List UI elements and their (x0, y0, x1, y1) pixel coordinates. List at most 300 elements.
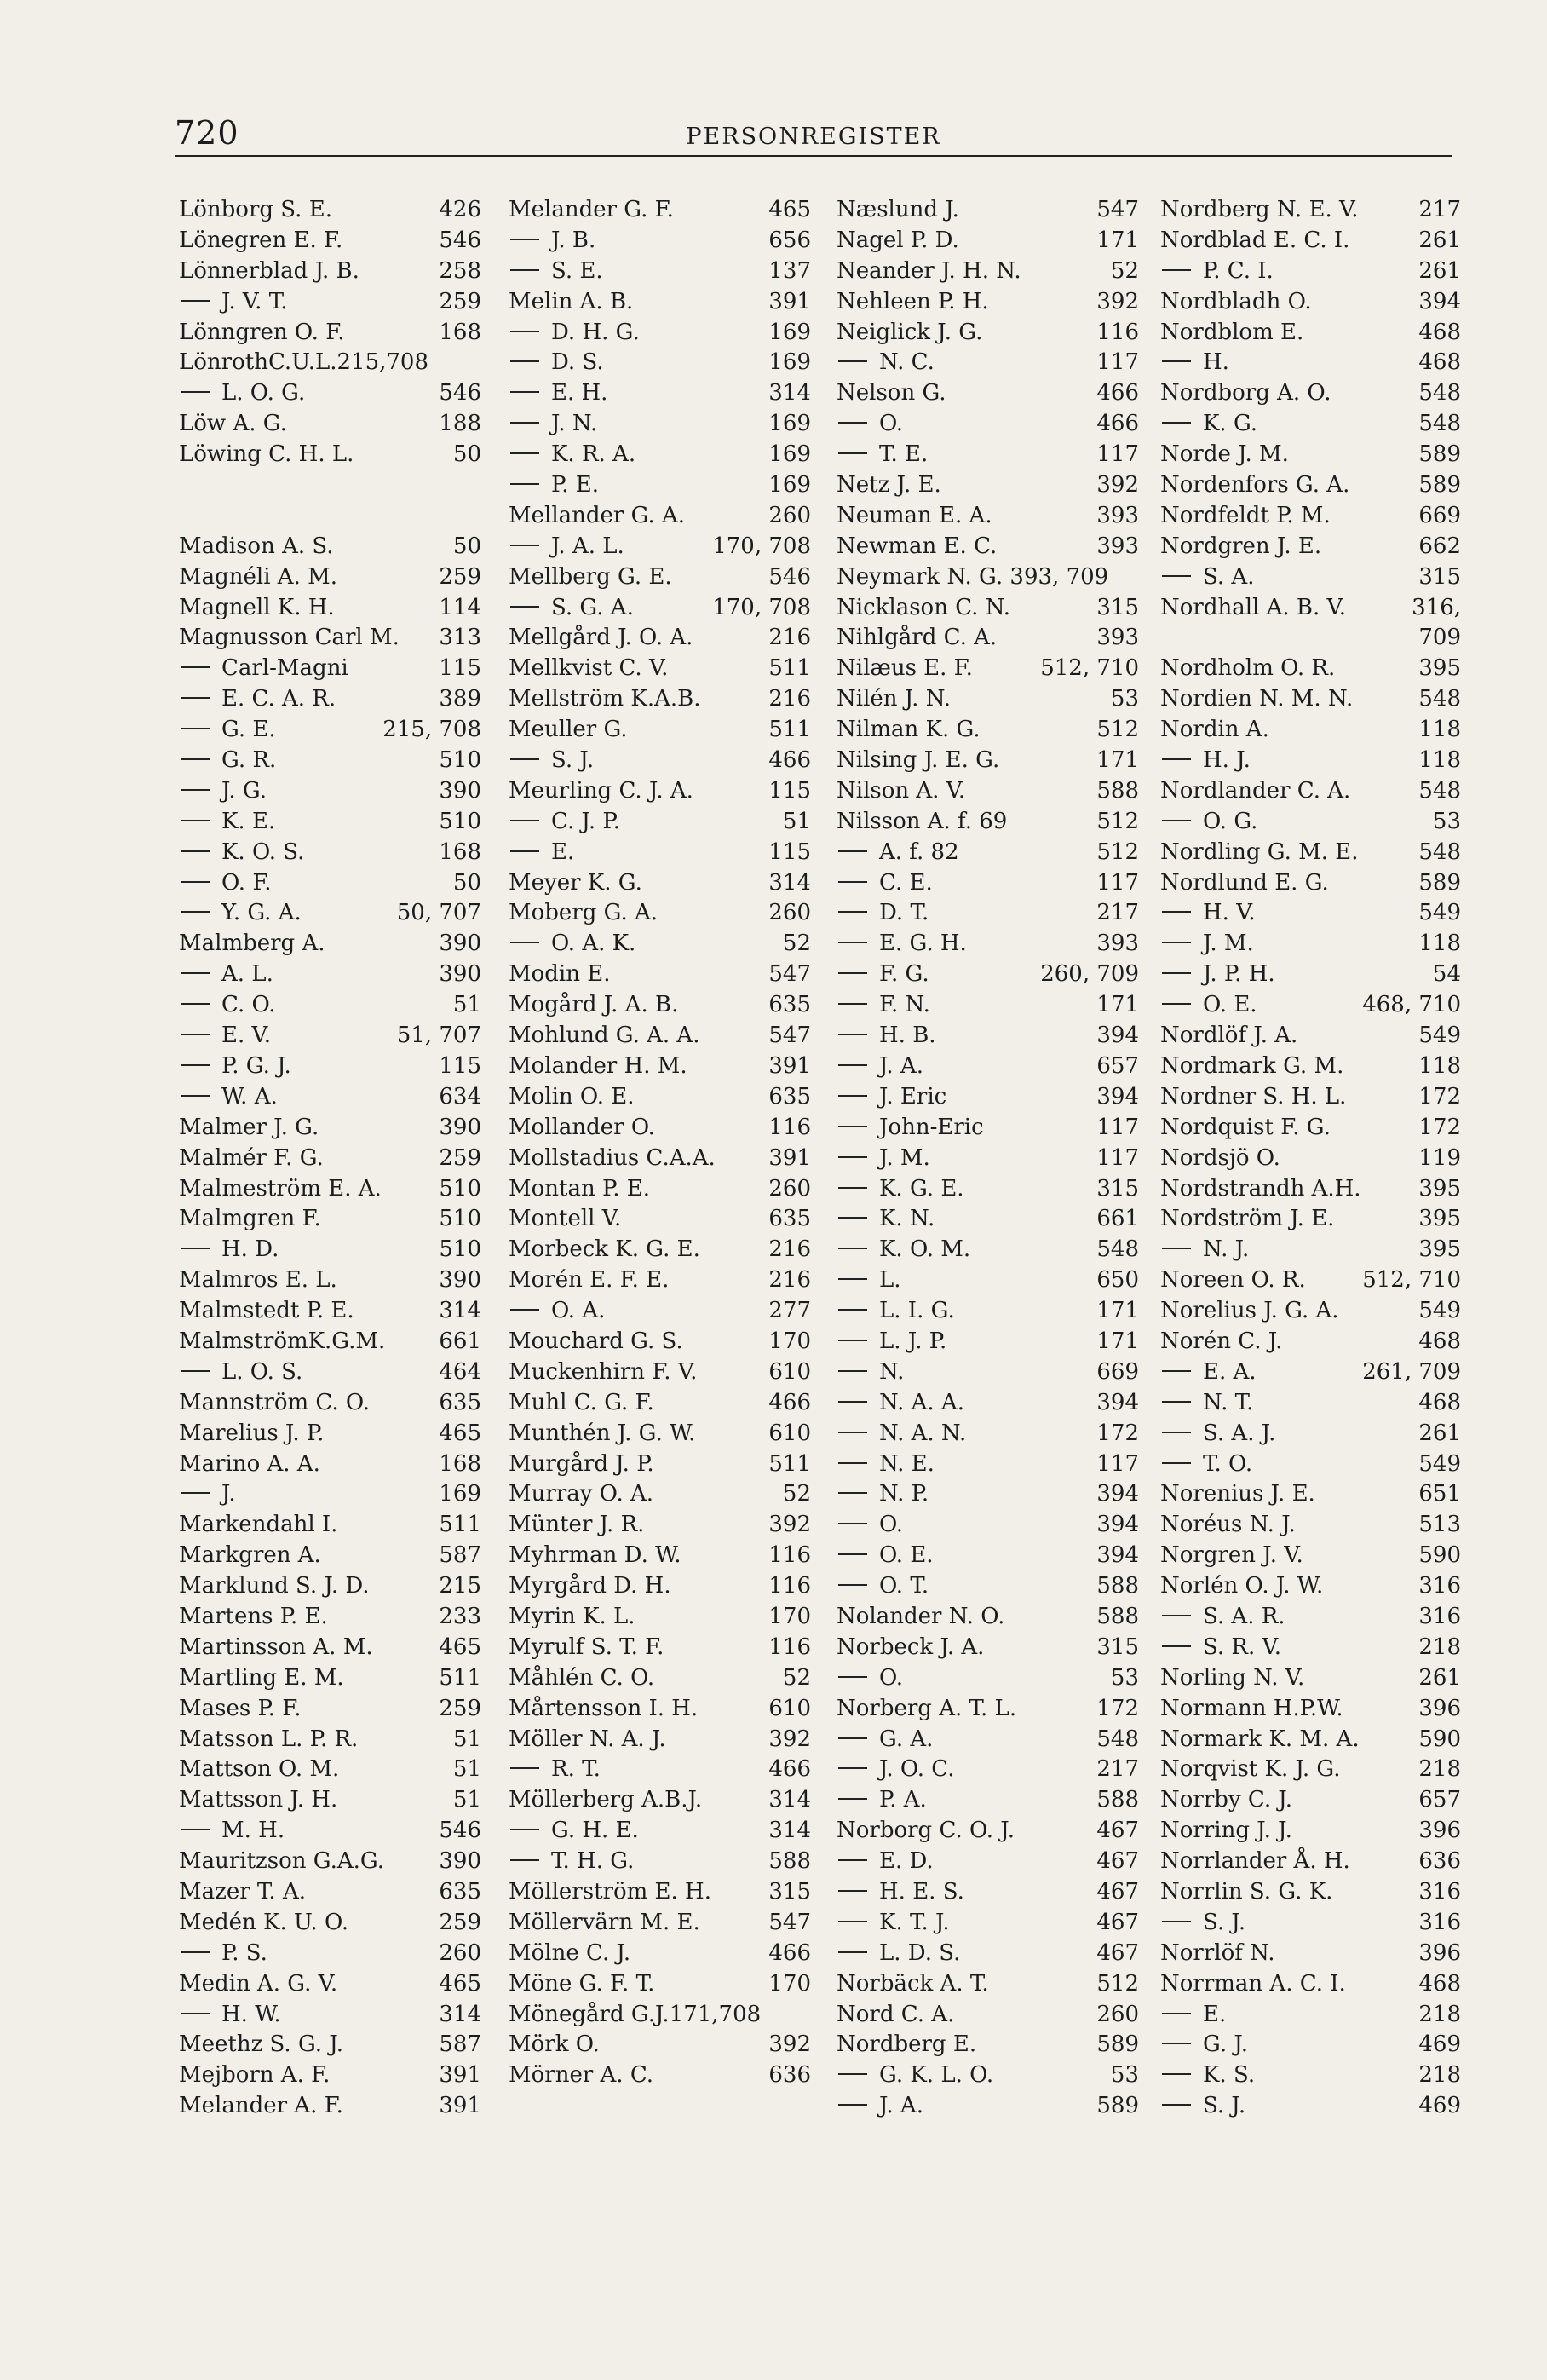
entry-name-text: K. O. S. (221, 838, 305, 865)
entry-name (509, 1327, 683, 1357)
entry-page-ref: 315 (1096, 1634, 1139, 1660)
entry-name-text: Mellgård J. O. A. (509, 625, 693, 651)
entry-name-text: J. B. (551, 227, 596, 253)
index-entry (179, 929, 481, 959)
index-entry (179, 1725, 481, 1755)
repeat-surname-dash (181, 881, 210, 883)
entry-name-text: Markgren A. (179, 1542, 321, 1569)
entry-page-ref: 588 (768, 1848, 811, 1875)
entry-name (509, 1785, 702, 1816)
index-entry (1160, 1571, 1461, 1602)
index-entry (509, 1510, 811, 1541)
index-entry (837, 2060, 1139, 2091)
entry-name (179, 1265, 337, 1296)
entry-name-text: J. Eric (879, 1083, 947, 1109)
entry-name-text: G. A. (879, 1726, 934, 1752)
index-entry (179, 1388, 481, 1419)
index-entry (837, 287, 1139, 318)
entry-name (837, 470, 941, 501)
entry-name-text: J. M. (1203, 931, 1254, 957)
entry-page-ref: 467 (1096, 1909, 1139, 1935)
entry-name-text: Mörk O. (509, 2031, 600, 2058)
repeat-surname-dash (1162, 1645, 1191, 1647)
index-entry (837, 1082, 1139, 1113)
index-entry (837, 501, 1139, 532)
index-entry (179, 470, 481, 501)
entry-name-text: Mohlund G. A. A. (509, 1023, 700, 1049)
index-entry (179, 898, 481, 929)
entry-name (1160, 470, 1349, 501)
entry-page-ref: 546 (768, 563, 811, 590)
entry-name-text: Carl-Magni (221, 655, 348, 682)
entry-name-text: H. W. (221, 2001, 281, 2027)
index-entry (1160, 1357, 1461, 1388)
repeat-surname-dash (1162, 1615, 1191, 1616)
entry-page-ref: 259 (439, 1695, 481, 1721)
entry-page-ref: 115 (439, 655, 481, 682)
entry-page-ref: 661 (439, 1328, 481, 1354)
entry-page-ref: 588 (1096, 1573, 1139, 1599)
entry-name-text: Murgård J. P. (509, 1450, 654, 1477)
index-entry (509, 684, 811, 715)
entry-name (179, 868, 272, 899)
entry-name-text: Mauritzson G.A.G. (179, 1848, 385, 1875)
entry-page-ref: 467 (1096, 1818, 1139, 1844)
index-entry (1160, 715, 1461, 746)
entry-name (837, 1908, 950, 1939)
entry-name (179, 1510, 337, 1541)
entry-name (837, 898, 929, 929)
entry-name-text: Martens P. E. (179, 1603, 328, 1629)
entry-name (1160, 1144, 1280, 1174)
entry-name-text: Nagel P. D. (837, 227, 959, 253)
entry-page-ref: 511 (439, 1664, 481, 1691)
entry-page-ref: 396 (1418, 1695, 1461, 1721)
entry-page-ref: 466 (768, 747, 811, 774)
entry-name (179, 348, 428, 378)
entry-name-text: G. J. (1203, 2031, 1249, 2058)
index-entry (509, 838, 811, 868)
index-entry (1160, 1479, 1461, 1510)
repeat-surname-dash (510, 331, 539, 332)
index-entry (1160, 256, 1461, 287)
repeat-surname-dash (1162, 269, 1191, 271)
entry-name (837, 562, 1108, 593)
repeat-surname-dash (838, 1095, 867, 1097)
entry-name-text: Mårtensson I. H. (509, 1695, 699, 1721)
entry-name (1160, 1694, 1343, 1725)
entry-name (179, 959, 273, 990)
entry-page-ref: 469 (1418, 2093, 1461, 2119)
entry-name (837, 838, 959, 868)
entry-name-text: Norrman A. C. I. (1160, 1970, 1346, 1997)
entry-name (1160, 2060, 1255, 2091)
index-entry (837, 654, 1139, 684)
entry-name-text: Nordblom E. (1160, 319, 1304, 345)
entry-name (509, 409, 597, 440)
index-entry (509, 1571, 811, 1602)
index-entry (1160, 1510, 1461, 1541)
entry-name-text: N. E. (879, 1450, 935, 1477)
entry-name-text: Melander A. F. (179, 2093, 343, 2119)
entry-page-ref: 392 (768, 1726, 811, 1752)
entry-name-text: O. T. (879, 1573, 929, 1599)
entry-page-ref: 259 (439, 288, 481, 314)
entry-name-text: Möllervärn M. E. (509, 1909, 700, 1935)
index-entry (1160, 807, 1461, 838)
entry-page-ref: 395 (1418, 1236, 1461, 1263)
entry-name (179, 1785, 337, 1816)
entry-name (179, 1633, 373, 1663)
entry-name (509, 470, 599, 501)
repeat-surname-dash (838, 1859, 867, 1861)
entry-name-text: Neiglick J. G. (837, 319, 983, 345)
entry-name-text: Modin E. (509, 961, 611, 988)
entry-name-text: Melander G. F. (509, 197, 674, 222)
entry-name (1160, 1296, 1339, 1327)
entry-page-ref: 117 (1096, 1114, 1139, 1140)
index-entry (179, 1602, 481, 1633)
entry-name (509, 746, 594, 776)
repeat-surname-dash (1162, 1003, 1191, 1005)
index-entry (179, 959, 481, 990)
entry-name-text: Norring J. J. (1160, 1818, 1292, 1844)
repeat-surname-dash (510, 269, 539, 271)
index-entry (179, 776, 481, 807)
repeat-surname-dash (1162, 911, 1191, 913)
entry-name-text: M. H. (221, 1818, 285, 1844)
repeat-surname-dash (1162, 360, 1191, 362)
entry-name (837, 501, 992, 532)
index-column-1 (179, 195, 481, 2122)
entry-name-text: Norrlin S. G. K. (1160, 1878, 1333, 1905)
entry-name (509, 440, 635, 470)
index-entry (179, 318, 481, 349)
entry-name (837, 1327, 946, 1357)
entry-name (1160, 1449, 1252, 1480)
repeat-surname-dash (181, 1829, 210, 1830)
entry-name-text: N. J. (1203, 1236, 1250, 1263)
index-entry (179, 1449, 481, 1480)
entry-page-ref: 171 (1096, 1328, 1139, 1354)
entry-name-text: Marino A. A. (179, 1450, 320, 1477)
entry-name (509, 226, 595, 256)
entry-name (837, 1510, 903, 1541)
entry-page-ref: 260 (768, 900, 811, 926)
repeat-surname-dash (838, 1309, 867, 1311)
entry-name-text: Malmeström E. A. (179, 1175, 382, 1202)
entry-name (179, 746, 276, 776)
index-entry (179, 409, 481, 440)
entry-name (1160, 1419, 1275, 1449)
index-entry (837, 1144, 1139, 1174)
entry-page-ref: 233 (439, 1603, 481, 1629)
entry-name-text: G. H. E. (551, 1818, 639, 1844)
entry-page-ref: 260, 709 (1040, 961, 1139, 988)
entry-name-text: G. K. L. O. (879, 2062, 994, 2089)
repeat-surname-dash (838, 1401, 867, 1403)
repeat-surname-dash (838, 2104, 867, 2106)
repeat-surname-dash (510, 1859, 539, 1861)
entry-name-text: O. (879, 1512, 904, 1538)
entry-name-text: F. N. (879, 992, 930, 1018)
entry-page-ref: 169 (768, 319, 811, 345)
entry-name (1160, 2091, 1245, 2122)
entry-name (509, 1908, 700, 1939)
index-entry (1160, 226, 1461, 256)
entry-name (1160, 1327, 1282, 1357)
entry-name-text: Nordbladh O. (1160, 288, 1312, 314)
page-number: 720 (175, 114, 239, 152)
entry-name (509, 501, 685, 532)
entry-name-text: Morén E. F. E. (509, 1267, 670, 1294)
index-entry (509, 1082, 811, 1113)
entry-page-ref: 589 (1418, 441, 1461, 468)
repeat-surname-dash (510, 942, 539, 943)
entry-name (837, 746, 999, 776)
entry-name (1160, 929, 1254, 959)
index-entry (1160, 1449, 1461, 1480)
entry-page-ref: 512, 710 (1040, 655, 1139, 682)
entry-name-text: Neander J. H. N. (837, 257, 1021, 284)
index-entry (509, 1755, 811, 1785)
index-entry (1160, 1174, 1461, 1205)
entry-name-text: K. T. J. (879, 1909, 950, 1935)
entry-name (837, 1602, 1004, 1633)
entry-name-text: Markendahl I. (179, 1512, 338, 1538)
index-entry (179, 1663, 481, 1694)
entry-page-ref: 610 (768, 1695, 811, 1721)
entry-page-ref: 390 (439, 777, 481, 804)
entry-page-ref: 510 (439, 1236, 481, 1263)
entry-name (1160, 593, 1346, 624)
repeat-surname-dash (838, 1370, 867, 1372)
entry-page-ref: 548 (1418, 838, 1461, 865)
entry-name (837, 959, 929, 990)
entry-name-text: Norgren J. V. (1160, 1542, 1303, 1569)
entry-name (1160, 2030, 1248, 2060)
entry-name-text: Meurling C. J. A. (509, 777, 693, 804)
entry-page-ref: 587 (439, 1542, 481, 1569)
entry-name (179, 1908, 348, 1939)
index-entry (837, 1663, 1139, 1694)
entry-name-text: T. E. (879, 441, 929, 468)
entry-name-text: LönrothC.U.L.215,708 (179, 349, 429, 376)
entry-name-text: Nord C. A. (837, 2001, 955, 2027)
index-entry (837, 1479, 1139, 1510)
entry-name (837, 1785, 927, 1816)
entry-page-ref: 651 (1418, 1481, 1461, 1507)
entry-page-ref: 396 (1418, 1818, 1461, 1844)
index-entry (1160, 1939, 1461, 1969)
index-entry (837, 959, 1139, 990)
repeat-surname-dash (838, 1737, 867, 1739)
entry-page-ref: 50 (452, 869, 481, 896)
repeat-surname-dash (838, 1432, 867, 1433)
entry-name (1160, 1602, 1285, 1633)
index-entry (509, 2030, 811, 2060)
index-entry (179, 746, 481, 776)
entry-name (179, 1449, 320, 1480)
entry-name-text: Netz J. E. (837, 472, 941, 498)
entry-page-ref: 657 (1418, 1787, 1461, 1813)
entry-name (509, 623, 693, 654)
entry-page-ref: 188 (439, 411, 481, 437)
repeat-surname-dash (181, 820, 210, 821)
repeat-surname-dash (181, 789, 210, 791)
index-entry (1160, 378, 1461, 409)
entry-page-ref: 118 (1418, 1052, 1461, 1079)
entry-name (1160, 348, 1229, 378)
entry-page-ref: 116 (768, 1573, 811, 1599)
entry-name (1160, 776, 1350, 807)
repeat-surname-dash (510, 422, 539, 424)
entry-page-ref: 215 (439, 1573, 481, 1599)
entry-page-ref: 468 (1418, 1328, 1461, 1354)
entry-name (837, 1113, 984, 1144)
entry-page-ref: 259 (439, 563, 481, 590)
entry-page-ref: 316 (1418, 1909, 1461, 1935)
index-entry (837, 1969, 1139, 2000)
entry-name-text: Næslund J. (837, 197, 959, 222)
entry-name-text: J. O. C. (879, 1756, 955, 1783)
entry-name-text: Nilén J. N. (837, 686, 952, 712)
entry-name (1160, 378, 1331, 409)
entry-name (1160, 838, 1359, 868)
repeat-surname-dash (838, 1278, 867, 1280)
entry-page-ref: 466 (1096, 411, 1139, 437)
entry-name (509, 1265, 669, 1296)
entry-name (837, 623, 997, 654)
entry-page-ref: 394 (1096, 1542, 1139, 1569)
index-entry (509, 532, 811, 562)
entry-name (509, 2000, 761, 2031)
entry-name (509, 532, 624, 562)
entry-page-ref: 314 (439, 1298, 481, 1324)
entry-page-ref: 635 (768, 992, 811, 1018)
entry-name-text: Mazer T. A. (179, 1878, 306, 1905)
entry-page-ref: 468 (1418, 319, 1461, 345)
repeat-surname-dash (510, 606, 539, 608)
index-entry (179, 501, 481, 532)
entry-page-ref: 171 (1096, 227, 1139, 253)
entry-name-text: O. (879, 1664, 904, 1691)
entry-page-ref: 549 (1418, 900, 1461, 926)
index-entry (1160, 470, 1461, 501)
entry-name (1160, 501, 1331, 532)
repeat-surname-dash (838, 1523, 867, 1524)
repeat-surname-dash (181, 2013, 210, 2014)
entry-page-ref: 549 (1418, 1298, 1461, 1324)
entry-name-text: Nordlöf J. A. (1160, 1023, 1298, 1049)
entry-name-text: Nilsson A. f. 69 (837, 808, 1008, 834)
index-entry (509, 1174, 811, 1205)
index-entry (837, 1633, 1139, 1663)
index-entry (837, 195, 1139, 226)
index-entry (1160, 1419, 1461, 1449)
index-entry (179, 1021, 481, 1052)
entry-name (179, 1357, 302, 1388)
entry-name (179, 1816, 285, 1847)
index-entry (509, 1602, 811, 1633)
entry-page-ref: 117 (1096, 441, 1139, 468)
entry-name (509, 195, 674, 226)
entry-name (837, 1296, 955, 1327)
repeat-surname-dash (181, 1370, 210, 1372)
entry-page-ref: 468 (1418, 349, 1461, 376)
entry-name-text: Munthén J. G. W. (509, 1420, 696, 1446)
entry-page-ref: 466 (768, 1389, 811, 1415)
entry-name-text: K. G. E. (879, 1175, 964, 1202)
entry-name (1160, 746, 1251, 776)
entry-page-ref: 170 (768, 1328, 811, 1354)
entry-page-ref: 588 (1096, 1603, 1139, 1629)
index-entry (509, 1235, 811, 1265)
entry-name-text: Lönnerblad J. B. (179, 257, 359, 284)
entry-name-text: Mönegård G.J.171,708 (509, 2001, 762, 2027)
index-entry (837, 532, 1139, 562)
entry-name-text: Myrulf S. T. F. (509, 1634, 664, 1660)
entry-page-ref: 51 (452, 992, 481, 1018)
entry-name-text: E. C. A. R. (221, 686, 336, 712)
index-column-2 (509, 195, 811, 2091)
entry-name-text: Möller N. A. J. (509, 1726, 666, 1752)
repeat-surname-dash (181, 758, 210, 760)
repeat-surname-dash (1162, 2073, 1191, 2075)
entry-name-text: H. (1203, 349, 1229, 376)
entry-name-text: J. (221, 1481, 236, 1507)
entry-name-text: A. L. (221, 961, 273, 988)
entry-name-text: Malmros E. L. (179, 1267, 337, 1294)
entry-page-ref: 169 (768, 411, 811, 437)
entry-name (179, 623, 400, 654)
entry-name (1160, 1082, 1346, 1113)
index-entry (1160, 746, 1461, 776)
entry-name-text: Normark K. M. A. (1160, 1726, 1360, 1752)
entry-page-ref: 168 (439, 319, 481, 345)
entry-name-text: J. P. H. (1203, 961, 1275, 988)
entry-name-text: Melin A. B. (509, 288, 634, 314)
index-entry (837, 593, 1139, 624)
repeat-surname-dash (1162, 422, 1191, 424)
index-entry (837, 2000, 1139, 2031)
entry-name-text: Marklund S. J. D. (179, 1573, 370, 1599)
entry-name (1160, 1235, 1249, 1265)
index-entry (837, 1235, 1139, 1265)
entry-name (837, 195, 959, 226)
entry-name (509, 1663, 654, 1694)
repeat-surname-dash (181, 666, 210, 668)
entry-page-ref: 390 (439, 1267, 481, 1294)
entry-page-ref: 548 (1096, 1726, 1139, 1752)
entry-page-ref: 259 (439, 1144, 481, 1171)
entry-page-ref: 216 (768, 686, 811, 712)
entry-name (509, 868, 642, 899)
entry-name (1160, 1663, 1304, 1694)
entry-name-text: S. A. J. (1203, 1420, 1276, 1446)
entry-page-ref: 217 (1096, 1756, 1139, 1783)
entry-name-text: Mogård J. A. B. (509, 992, 679, 1018)
entry-name (1160, 1265, 1306, 1296)
repeat-surname-dash (510, 1829, 539, 1830)
entry-name-text: Mellander G. A. (509, 502, 686, 528)
entry-name (837, 378, 946, 409)
entry-name (179, 898, 302, 929)
entry-name (1160, 959, 1275, 990)
entry-name (509, 1052, 687, 1082)
entry-name-text: Mannström C. O. (179, 1389, 370, 1415)
repeat-surname-dash (181, 1248, 210, 1249)
